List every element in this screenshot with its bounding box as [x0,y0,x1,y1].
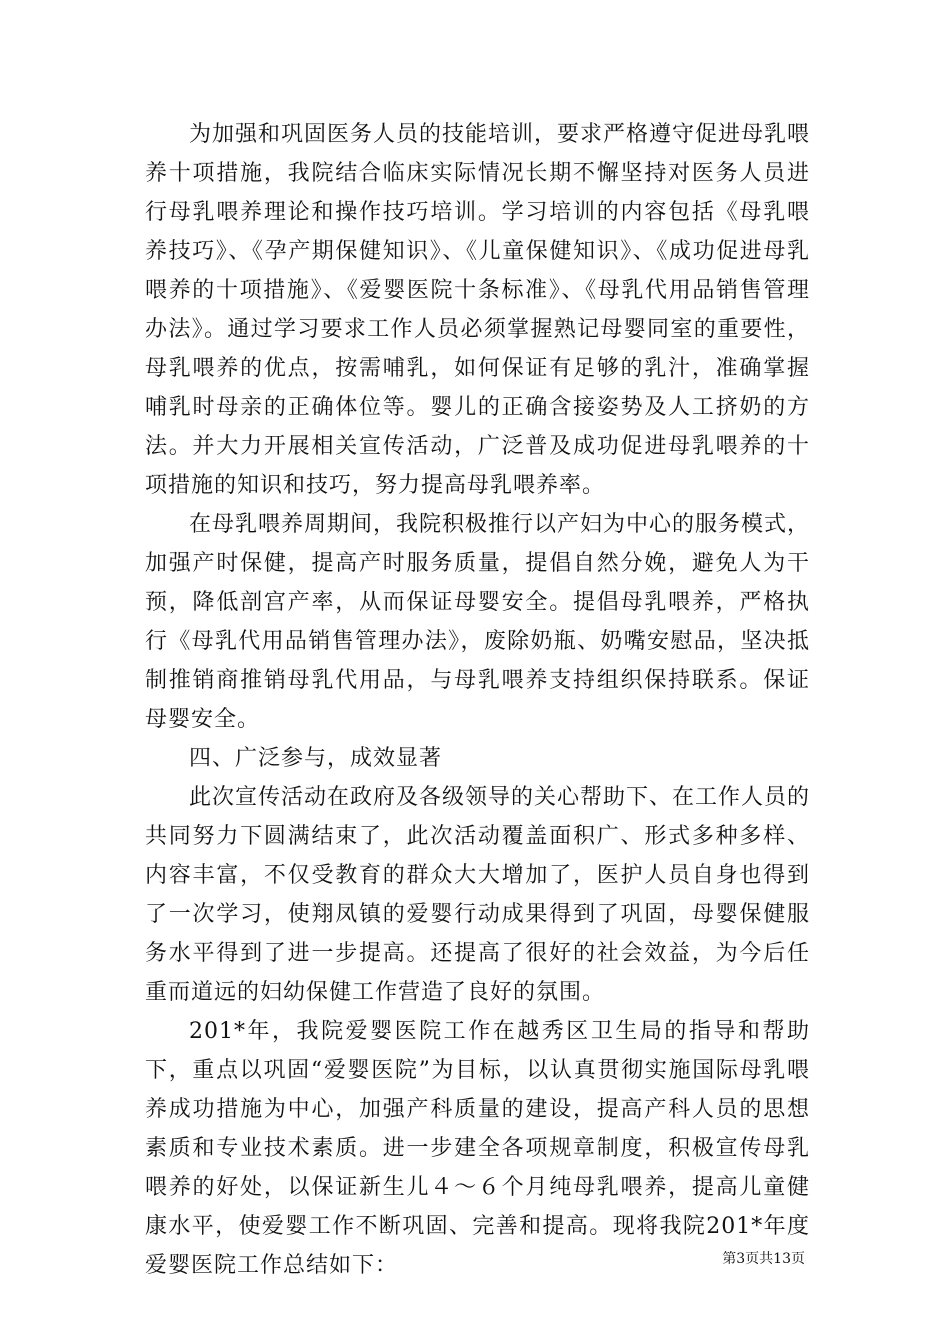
document-body [145,115,810,1285]
paragraph-breastfeeding-week: 在母乳喂养周期间，我院积极推行以产妇为中心的服务模式，加强产时保健，提高产时服务质量，提倡自然分娩，避免人为干预，降低剖宫产率，从而保证母婴安全。提倡母乳喂养，严格执行《母乳代用品销售管理办法》，废除奶瓶、奶嘴安慰品，坚决抵制推销商推销母乳代用品，与母乳喂养支持组织保持联系。保证母婴安全。 [145,512,811,732]
paragraph-campaign-results: 此次宣传活动在政府及各级领导的关心帮助下、在工作人员的共同努力下圆满结束了，此次活动覆盖面积广、形式多种多样、内容丰富，不仅受教育的群众大大增加了，医护人员自身也得到了一次学习，使翔凤镇的爱婴行动成果得到了巩固，母婴保健服务水平得到了进一步提高。还提高了很好的社会效益，为今后任重而道远的妇幼保健工作营造了良好的氛围。 [145,785,811,1005]
paragraph-training: 为加强和巩固医务人员的技能培训，要求严格遵守促进母乳喂养十项措施，我院结合临床实际情况长期不懈坚持对医务人员进行母乳喂养理论和操作技巧培训。学习培训的内容包括《母乳喂养技巧》、《孕产期保健知识》、《儿童保健知识》、《成功促进母乳喂养的十项措施》、《爱婴医院十条标准》、《母乳代用品销售管理办法》。通过学习要求工作人员必须掌握熟记母婴同室的重要性，母乳喂养的优点，按需哺乳，如何保证有足够的乳汁，准确掌握哺乳时母亲的正确体位等。婴儿的正确含接姿势及人工挤奶的方法。并大力开展相关宣传活动，广泛普及成功促进母乳喂养的十项措施的知识和技巧，努力提高母乳喂养率。 [145,122,811,498]
paragraph-annual-summary: 201*年，我院爱婴医院工作在越秀区卫生局的指导和帮助下，重点以巩固“爱婴医院”为目标，以认真贯彻实施国际母乳喂养成功措施为中心，加强产科质量的建设，提高产科人员的思想素质和专业技术素质。进一步建全各项规章制度，积极宣传母乳喂养的好处，以保证新生儿４～６个月纯母乳喂养，提高儿童健康水平，使爱婴工作不断巩固、完善和提高。现将我院201*年度爱婴医院工作总结如下： [145,1019,810,1278]
section-heading-four: 四、广泛参与，成效显著 [189,746,443,771]
page-number: 第3页共13页 [722,1251,805,1267]
